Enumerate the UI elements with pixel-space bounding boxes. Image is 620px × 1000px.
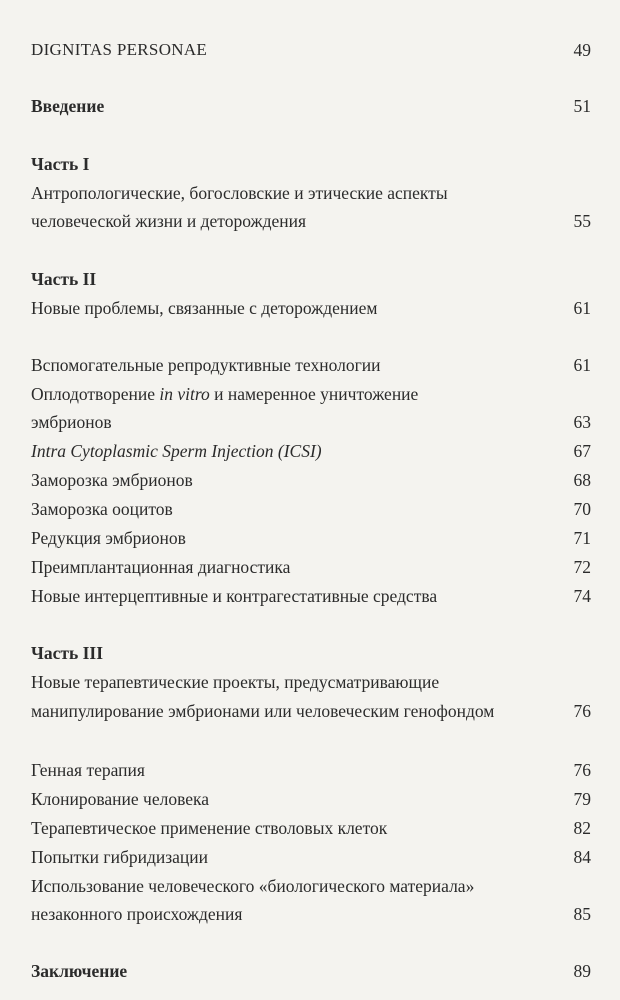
toc-entry-italic: in vitro — [159, 384, 210, 404]
toc-entry-title: Редукция эмбрионов — [31, 528, 186, 548]
toc-page-number: 67 — [573, 441, 591, 461]
toc-page-number: 74 — [573, 586, 591, 606]
toc-entry-title: Заключение — [31, 961, 128, 981]
toc-page-number: 51 — [573, 96, 591, 116]
toc-entry-title: Новые терапевтические проекты, предусматривающие — [31, 672, 440, 692]
toc-page-number: 61 — [573, 298, 591, 318]
toc-entry-title: Генная терапия — [31, 760, 145, 780]
toc-entry-title — [31, 380, 418, 408]
toc-page-number: 71 — [573, 528, 591, 548]
toc-entry-title: манипулирование эмбрионами или человеческим генофондом — [31, 701, 495, 721]
toc-page-number: 79 — [573, 789, 591, 809]
toc-page-number: 76 — [573, 701, 591, 721]
toc-entry-title: Новые интерцептивные и контрагестативные средства — [31, 586, 438, 606]
part-heading-text: Часть II — [31, 269, 97, 289]
toc-entry-title: Новые проблемы, связанные с деторождением — [31, 298, 378, 318]
toc-entry-text: Оплодотворение — [31, 384, 160, 404]
toc-page-number: 76 — [573, 760, 591, 780]
toc-entry-title: Заморозка эмбрионов — [31, 470, 193, 490]
toc-page-number: 61 — [573, 355, 591, 375]
part-heading-text: Часть I — [31, 154, 90, 174]
toc-entry-title: человеческой жизни и деторождения — [31, 211, 307, 231]
toc-entry-title: Терапевтическое применение стволовых клеток — [31, 818, 388, 838]
toc-page-number: 68 — [573, 470, 591, 490]
toc-page-number: 49 — [573, 40, 591, 60]
part-heading-text: Часть III — [31, 643, 104, 663]
toc-page-number: 55 — [573, 211, 591, 231]
toc-entry-title: Вспомогательные репродуктивные технологии — [31, 355, 381, 375]
toc-entry-title: эмбрионов — [31, 412, 112, 432]
toc-entry-text: и намеренное уничтожение — [209, 384, 419, 404]
toc-page-number: 63 — [573, 412, 591, 432]
toc-entry-title: Антропологические, богословские и этические аспекты — [31, 183, 448, 203]
toc-entry-title: DIGNITAS PERSONAE — [31, 40, 208, 59]
toc-entry-title: Использование человеческого «биологического материала» — [31, 876, 475, 896]
toc-entry-title: Попытки гибридизации — [31, 847, 209, 867]
toc-page-number: 72 — [573, 557, 591, 577]
toc-entry-title: Преимплантационная диагностика — [31, 557, 291, 577]
toc-entry-title: незаконного происхождения — [31, 904, 243, 924]
toc-entry-title: Intra Cytoplasmic Sperm Injection (ICSI) — [31, 441, 322, 461]
toc-entry-title: Введение — [31, 96, 105, 116]
toc-page-number: 85 — [573, 904, 591, 924]
toc-page-number: 84 — [573, 847, 591, 867]
toc-entry-title: Заморозка ооцитов — [31, 499, 173, 519]
toc-page-number: 70 — [573, 499, 591, 519]
toc-page-number: 89 — [573, 961, 591, 981]
toc-page-number: 82 — [573, 818, 591, 838]
toc-entry-title: Клонирование человека — [31, 789, 210, 809]
